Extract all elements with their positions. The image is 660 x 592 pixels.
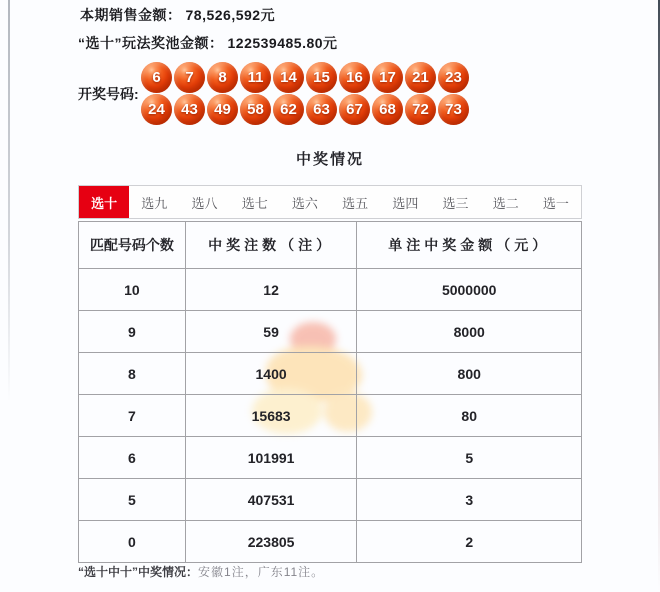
prize-table-header-cell: 单注中奖金额（元） [357, 222, 582, 269]
prize-table-cell: 59 [185, 311, 357, 353]
prize-table-header-cell: 匹配号码个数 [79, 222, 186, 269]
section-title: 中奖情况 [295, 151, 364, 168]
prize-table-cell: 223805 [185, 521, 357, 563]
prize-table-cell: 3 [357, 479, 582, 521]
ball-row-2 [141, 94, 469, 125]
sales-amount-label: 本期销售金额： [80, 7, 182, 23]
prize-table-header-row [79, 222, 582, 269]
lottery-ball-58: 58 [240, 94, 271, 125]
lottery-ball-11: 11 [240, 62, 271, 93]
prize-table-row [79, 311, 582, 353]
draw-numbers-section [78, 61, 469, 126]
top-prize-distribution-value: 安徽1注，广东11注。 [198, 565, 325, 579]
prize-table-row [79, 353, 582, 395]
play-type-tab-6[interactable]: 选六 [291, 195, 318, 211]
lottery-ball-7: 7 [174, 62, 205, 93]
prize-table-cell: 10 [79, 269, 186, 311]
prize-table [78, 221, 582, 563]
prize-table-cell: 15683 [185, 395, 357, 437]
prize-table-header-cell: 中奖注数（注） [185, 222, 357, 269]
sales-amount-value: 78,526,592元 [185, 7, 276, 23]
lottery-ball-14: 14 [273, 62, 304, 93]
prize-table-cell: 5000000 [357, 269, 582, 311]
lottery-ball-49: 49 [207, 94, 238, 125]
play-type-tab-2[interactable]: 选二 [492, 195, 519, 211]
top-prize-distribution [78, 563, 324, 580]
play-type-tab-3[interactable]: 选三 [442, 195, 469, 211]
prize-table-cell: 407531 [185, 479, 357, 521]
lottery-ball-15: 15 [306, 62, 337, 93]
prize-table-cell: 0 [79, 521, 186, 563]
draw-numbers-label: 开奖号码: [78, 85, 139, 102]
lottery-ball-43: 43 [174, 94, 205, 125]
lottery-ball-63: 63 [306, 94, 337, 125]
play-type-tabs [78, 185, 582, 219]
ball-row-1 [141, 62, 469, 93]
top-prize-distribution-label: “选十中十”中奖情况： [78, 565, 199, 579]
lottery-ball-21: 21 [405, 62, 436, 93]
pool-amount-line [78, 33, 338, 53]
lottery-ball-17: 17 [372, 62, 403, 93]
prize-table-cell: 5 [79, 479, 186, 521]
lottery-ball-23: 23 [438, 62, 469, 93]
lottery-ball-68: 68 [372, 94, 403, 125]
lottery-ball-62: 62 [273, 94, 304, 125]
play-type-tab-10[interactable]: 选十 [79, 186, 129, 218]
lottery-ball-72: 72 [405, 94, 436, 125]
prize-table-cell: 8000 [357, 311, 582, 353]
lottery-ball-6: 6 [141, 62, 172, 93]
draw-balls [141, 61, 469, 126]
prize-table-row [79, 395, 582, 437]
left-edge-artifact [8, 0, 10, 402]
prize-table-cell: 80 [357, 395, 582, 437]
prize-table-cell: 12 [185, 269, 357, 311]
play-type-tab-5[interactable]: 选五 [342, 195, 369, 211]
prize-table-row [79, 437, 582, 479]
lottery-ball-8: 8 [207, 62, 238, 93]
lottery-ball-67: 67 [339, 94, 370, 125]
play-type-tab-7[interactable]: 选七 [241, 195, 268, 211]
prize-table-cell: 8 [79, 353, 186, 395]
prize-table-cell: 1400 [185, 353, 357, 395]
prize-table-cell: 9 [79, 311, 186, 353]
lottery-ball-24: 24 [141, 94, 172, 125]
prize-table-cell: 2 [357, 521, 582, 563]
play-type-tab-4[interactable]: 选四 [392, 195, 419, 211]
prize-table-cell: 800 [357, 353, 582, 395]
play-type-tab-1[interactable]: 选一 [542, 195, 569, 211]
prize-table-cell: 101991 [185, 437, 357, 479]
prize-table-row [79, 269, 582, 311]
pool-amount-value: 122539485.80元 [227, 35, 338, 51]
prize-table-cell: 5 [357, 437, 582, 479]
prize-table-row [79, 479, 582, 521]
sales-amount-line [80, 5, 275, 25]
prize-table-cell: 7 [79, 395, 186, 437]
lottery-ball-73: 73 [438, 94, 469, 125]
play-type-tab-8[interactable]: 选八 [191, 195, 218, 211]
prize-table-row [79, 521, 582, 563]
pool-amount-label: “选十”玩法奖池金额： [78, 35, 224, 51]
play-type-tab-9[interactable]: 选九 [141, 195, 168, 211]
lottery-ball-16: 16 [339, 62, 370, 93]
prize-table-cell: 6 [79, 437, 186, 479]
